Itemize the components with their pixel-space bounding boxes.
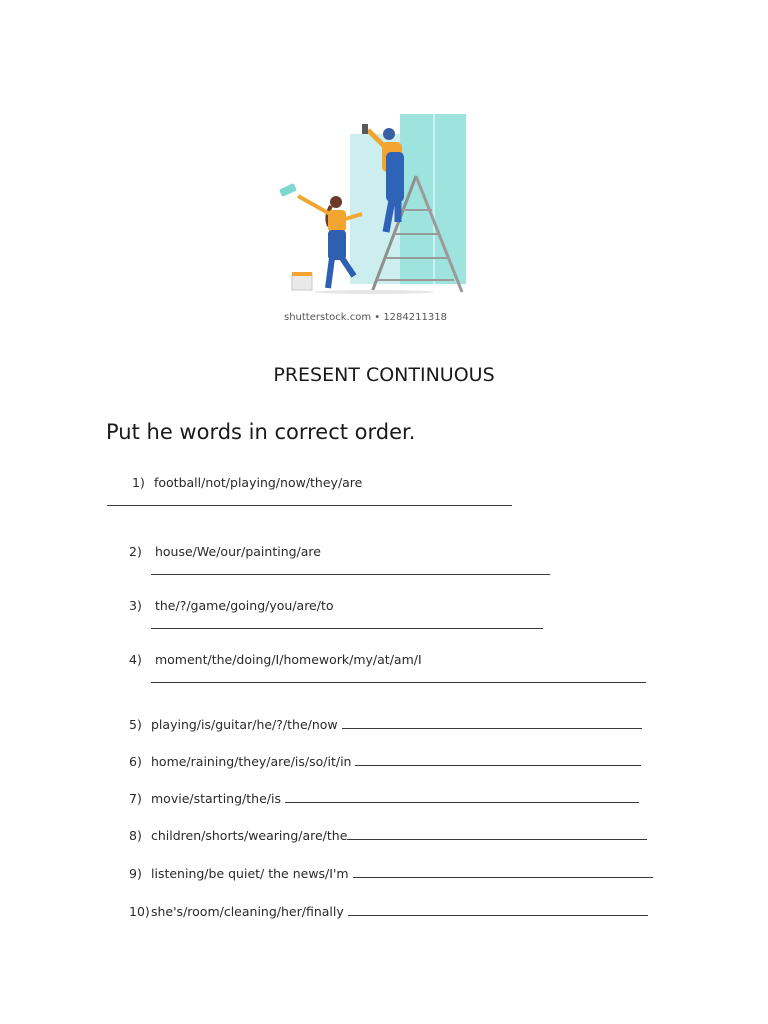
exercise-number: 10) — [129, 904, 150, 919]
exercise-words: football/not/playing/now/they/are — [153, 475, 363, 490]
exercise-number: 6) — [129, 754, 142, 769]
exercise-words: listening/be quiet/ the news/I'm — [151, 866, 349, 881]
answer-line-1[interactable] — [107, 505, 512, 506]
painters-illustration — [276, 110, 472, 300]
exercise-2 — [129, 544, 321, 559]
exercise-number: 1) — [132, 475, 145, 490]
exercise-words: moment/the/doing/I/homework/my/at/am/I — [154, 652, 422, 667]
answer-line-2[interactable] — [151, 574, 550, 575]
answer-line-4[interactable] — [151, 682, 646, 683]
exercise-number: 4) — [129, 652, 142, 667]
exercise-4 — [129, 652, 422, 667]
exercise-8 — [129, 827, 647, 843]
answer-line-9[interactable] — [353, 865, 653, 878]
exercise-3 — [129, 598, 334, 613]
answer-line-7[interactable] — [285, 790, 639, 803]
worksheet-title: PRESENT CONTINUOUS — [273, 364, 495, 386]
worksheet-instruction: Put he words in correct order. — [106, 420, 416, 444]
exercise-number: 2) — [129, 544, 142, 559]
answer-line-6[interactable] — [355, 753, 641, 766]
exercise-words: house/We/our/painting/are — [154, 544, 321, 559]
answer-line-8[interactable] — [347, 827, 647, 840]
exercise-5 — [129, 716, 642, 732]
exercise-words: she's/room/cleaning/her/finally — [151, 904, 344, 919]
exercise-number: 8) — [129, 828, 142, 843]
exercise-words: playing/is/guitar/he/?/the/now — [151, 717, 338, 732]
exercise-number: 5) — [129, 717, 142, 732]
answer-line-3[interactable] — [151, 628, 543, 629]
exercise-number: 9) — [129, 866, 142, 881]
exercise-9 — [129, 865, 653, 881]
exercise-words: home/raining/they/are/is/so/it/in — [151, 754, 352, 769]
exercise-6 — [129, 753, 641, 769]
exercise-number: 7) — [129, 791, 142, 806]
exercise-words: movie/starting/the/is — [151, 791, 281, 806]
answer-line-10[interactable] — [348, 903, 648, 916]
exercise-words: the/?/game/going/you/are/to — [154, 598, 334, 613]
exercise-number: 3) — [129, 598, 142, 613]
image-credit: shutterstock.com • 1284211318 — [284, 312, 447, 323]
exercise-7 — [129, 790, 639, 806]
exercise-10 — [129, 903, 648, 919]
exercise-words: children/shorts/wearing/are/the — [151, 828, 348, 843]
exercise-1 — [132, 475, 362, 490]
answer-line-5[interactable] — [342, 716, 642, 729]
